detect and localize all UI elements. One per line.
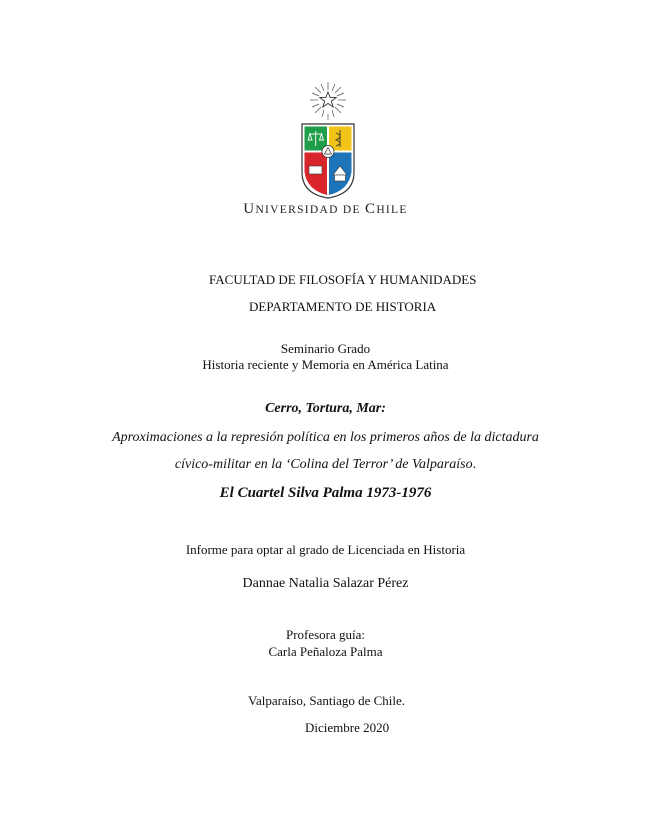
university-crest-logo [296, 80, 360, 200]
book-icon [309, 166, 322, 174]
seminar-line-1: Seminario Grado [280, 341, 371, 356]
university-name: UNIVERSIDAD DE CHILE [243, 201, 408, 217]
thesis-subtitle-end: . [472, 457, 477, 472]
author-name: Dannae Natalia Salazar Pérez [242, 576, 409, 591]
thesis-subtitle-line-2 [0, 457, 651, 473]
star-icon [320, 92, 336, 107]
advisor-name: Carla Peñaloza Palma [268, 644, 383, 659]
report-degree: Informe para optar al grado de Licenciada en Historia [185, 542, 466, 557]
thesis-case-title: El Cuartel Silva Palma 1973-1976 [219, 485, 432, 501]
thesis-title: Cerro, Tortura, Mar: [265, 401, 386, 416]
place: Valparaíso, Santiago de Chile. [248, 693, 406, 708]
date: Diciembre 2020 [305, 720, 390, 735]
thesis-subtitle-text: cívico-militar en la ‘Colina del Terror’ de Valparaíso [174, 457, 473, 472]
advisor-label: Profesora guía: [285, 627, 366, 642]
thesis-subtitle-line-1: Aproximaciones a la represión política en los primeros años de la dictadura [112, 430, 539, 445]
faculty-name: FACULTAD DE FILOSOFÍA Y HUMANIDADES [209, 272, 477, 287]
seminar-line-2: Historia reciente y Memoria en América Latina [202, 357, 449, 372]
department-name: DEPARTAMENTO DE HISTORIA [249, 299, 437, 314]
